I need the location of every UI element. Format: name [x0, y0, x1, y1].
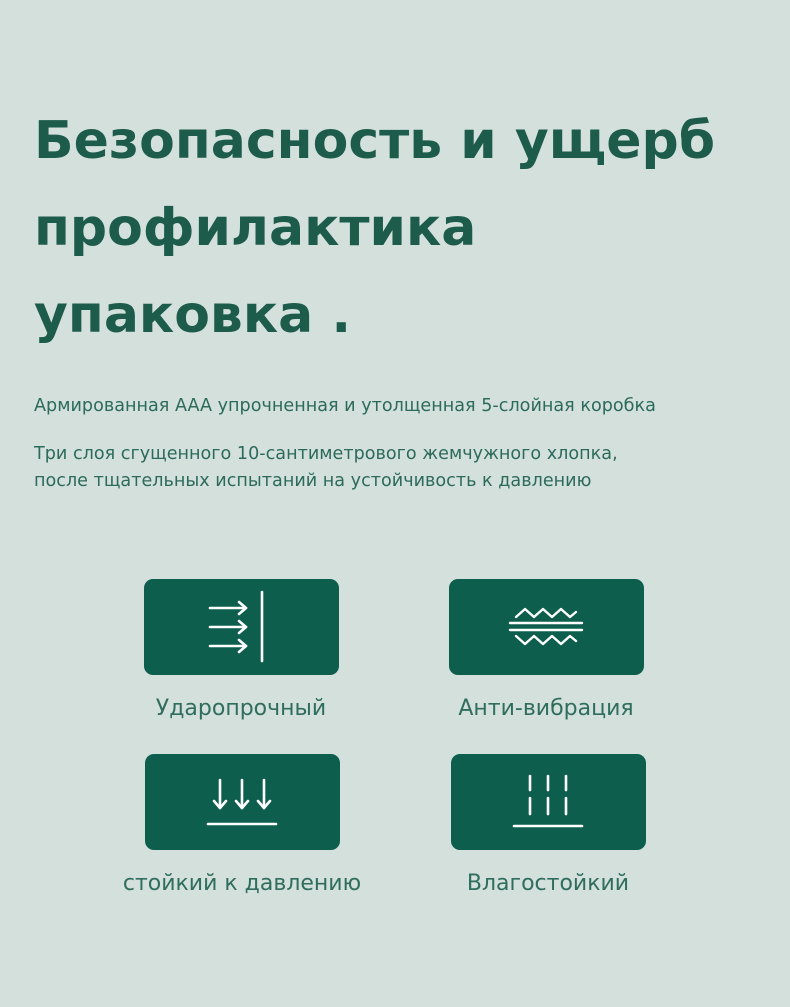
feature-label: Анти-вибрация	[458, 696, 634, 721]
title-line-2: профилактика	[34, 198, 477, 258]
feature-moisture-proof	[403, 754, 693, 900]
feature-anti-vibration	[401, 579, 691, 725]
description-box-reinforcement	[34, 393, 784, 420]
feature-pressure-resistant	[97, 754, 387, 900]
feature-label: стойкий к давлению	[122, 871, 362, 896]
description-text-line-2: после тщательных испытаний на устойчивость к давлению	[34, 471, 592, 491]
feature-shockproof	[96, 579, 386, 725]
description-text-line-1: Три слоя сгущенного 10-сантиметрового жемчужного хлопка,	[34, 444, 618, 464]
feature-card	[449, 579, 644, 675]
feature-label: Ударопрочный	[155, 696, 327, 721]
moisture-proof-icon	[510, 772, 586, 832]
title-line-3: упаковка .	[34, 285, 352, 345]
pressure-resistant-icon	[204, 774, 280, 830]
description-pearl-cotton	[34, 441, 784, 495]
feature-card	[144, 579, 339, 675]
description-text: Армированная AAA упрочненная и утолщенная 5-слойная коробка	[34, 396, 656, 416]
shockproof-icon	[206, 589, 276, 665]
feature-card	[145, 754, 340, 850]
feature-label: Влагостойкий	[466, 871, 630, 896]
title-line-1: Безопасность и ущерб	[34, 111, 716, 171]
anti-vibration-icon	[508, 602, 584, 652]
page-title	[34, 98, 774, 359]
feature-card	[451, 754, 646, 850]
